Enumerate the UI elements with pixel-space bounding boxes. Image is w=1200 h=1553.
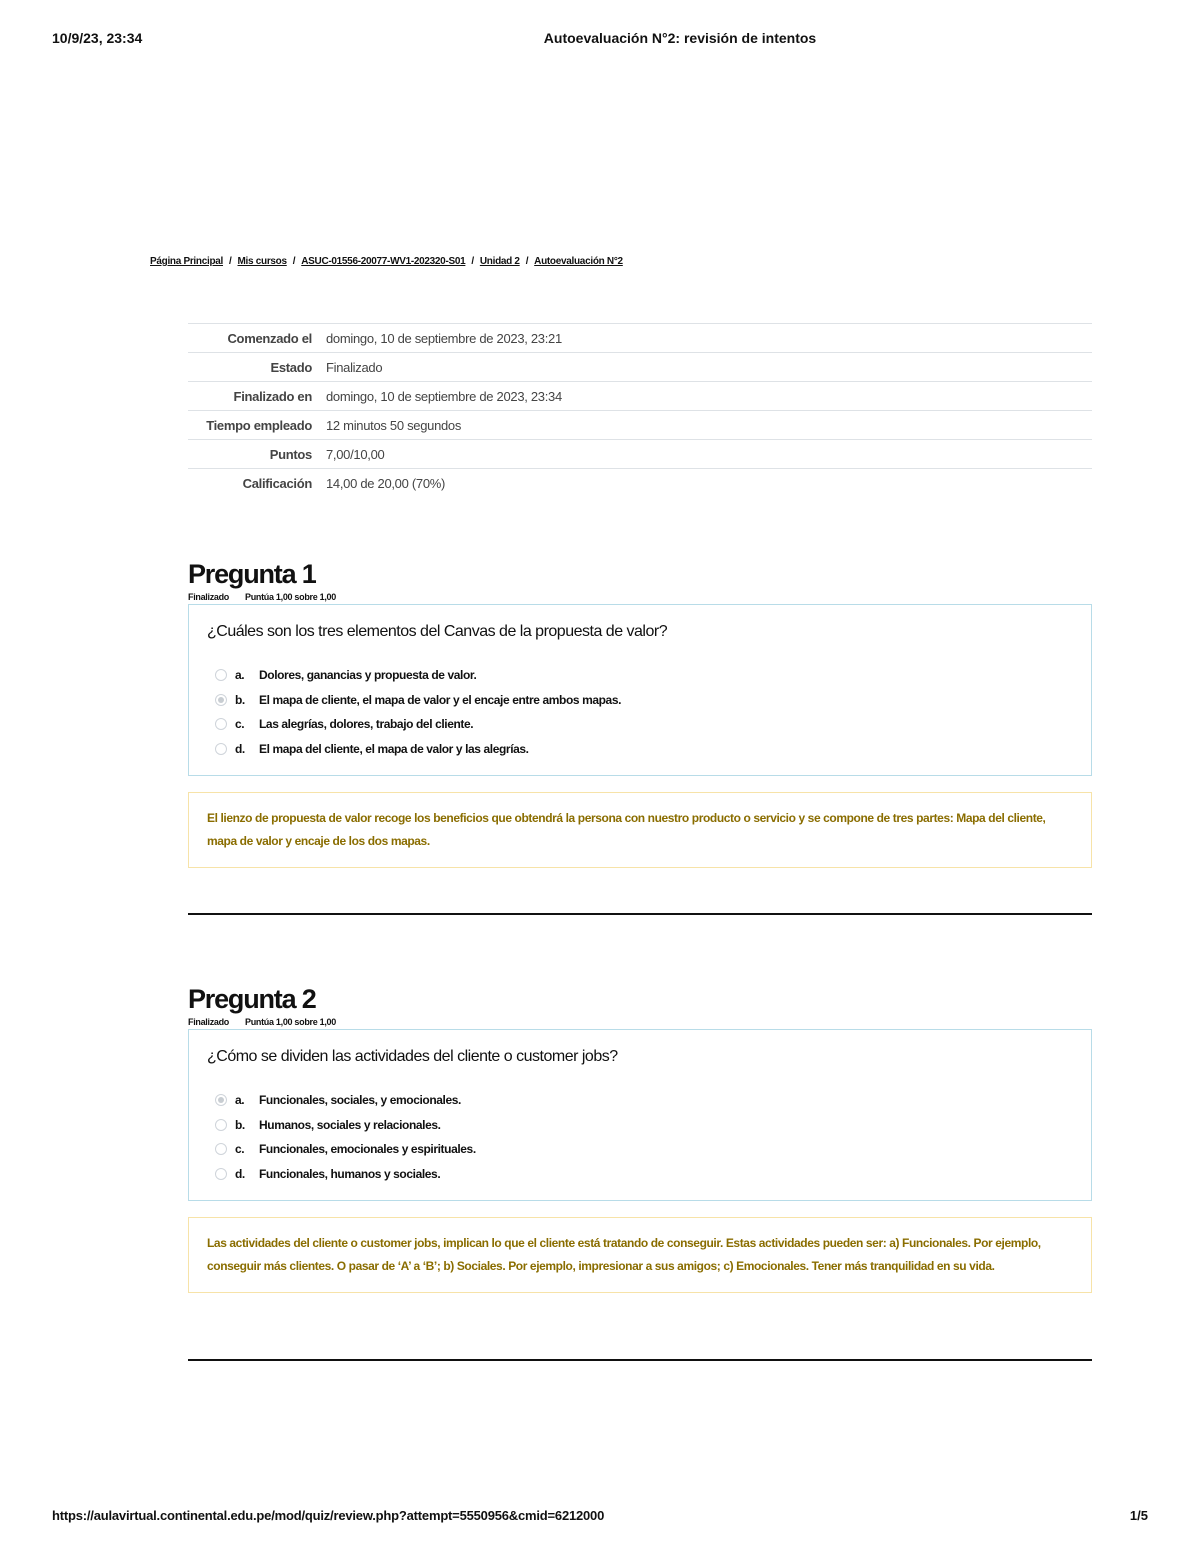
answer-letter: c. [235, 1142, 245, 1157]
question-2 [188, 983, 1092, 1293]
breadcrumb-unit-link[interactable]: Unidad 2 [479, 256, 520, 267]
summary-label: Estado [270, 360, 312, 375]
radio-button[interactable] [215, 718, 227, 730]
answer-letter: a. [235, 668, 245, 683]
summary-row-time [188, 411, 1092, 440]
question-content [188, 1029, 1092, 1201]
question-status: Finalizado [188, 592, 230, 602]
question-feedback: Las actividades del cliente o customer jobs, implican lo que el cliente está tratando de conseguir. Estas actividades pueden ser: a) Funcionales. Por ejemplo, conseguir más clientes. O pasar de ‘A’ a ‘B’; b) Sociales. Por ejemplo, impresionar a sus amigos; c) Emocionales. Tener más tranquilidad en su vida. [188, 1217, 1092, 1293]
radio-button[interactable] [215, 1143, 227, 1155]
print-title: Autoevaluación N°2: revisión de intentos [543, 30, 817, 46]
answer-option-a[interactable] [207, 1088, 1073, 1113]
answer-text: Humanos, sociales y relacionales. [259, 1117, 441, 1132]
radio-button[interactable] [215, 1168, 227, 1180]
answer-option-b[interactable] [207, 688, 1073, 713]
breadcrumb-courses-link[interactable]: Mis cursos [237, 256, 287, 267]
answer-letter: c. [235, 717, 245, 732]
question-text: ¿Cuáles son los tres elementos del Canvas de la propuesta de valor? [207, 623, 668, 640]
answer-option-c[interactable] [207, 1137, 1073, 1162]
summary-row-points [188, 440, 1092, 469]
summary-value: domingo, 10 de septiembre de 2023, 23:34 [326, 389, 562, 404]
summary-value: 14,00 de 20,00 (70%) [326, 476, 446, 491]
answer-letter: b. [235, 1117, 245, 1132]
question-score: Puntúa 1,00 sobre 1,00 [245, 592, 336, 602]
question-text: ¿Cómo se dividen las actividades del cliente o customer jobs? [207, 1048, 618, 1065]
answer-text: El mapa de cliente, el mapa de valor y el encaje entre ambos mapas. [259, 692, 622, 707]
question-info [188, 1017, 1092, 1027]
summary-value: 12 minutos 50 segundos [326, 418, 462, 433]
radio-button[interactable] [215, 1119, 227, 1131]
answer-option-c[interactable] [207, 712, 1073, 737]
answer-letter: d. [235, 1166, 245, 1181]
answer-text: Funcionales, sociales, y emocionales. [259, 1093, 461, 1108]
summary-label: Tiempo empleado [206, 418, 312, 433]
summary-label: Puntos [269, 447, 312, 462]
answer-option-d[interactable] [207, 737, 1073, 762]
answer-letter: b. [235, 692, 245, 707]
question-title: Pregunta 1 [188, 559, 316, 589]
summary-label: Finalizado en [233, 389, 312, 404]
summary-label: Comenzado el [227, 331, 312, 346]
summary-row-started [188, 324, 1092, 353]
summary-value: 7,00/10,00 [326, 447, 385, 462]
question-title: Pregunta 2 [188, 984, 316, 1014]
answer-text: El mapa del cliente, el mapa de valor y las alegrías. [259, 741, 529, 756]
summary-row-state [188, 353, 1092, 382]
answer-text: Funcionales, humanos y sociales. [259, 1166, 441, 1181]
attempt-summary-table [188, 323, 1092, 497]
radio-button[interactable] [215, 743, 227, 755]
page-number: 1/5 [1129, 1508, 1148, 1523]
radio-button[interactable] [215, 669, 227, 681]
answer-text: Dolores, ganancias y propuesta de valor. [259, 668, 477, 683]
question-content [188, 604, 1092, 776]
answer-letter: d. [235, 741, 245, 756]
answer-text: Las alegrías, dolores, trabajo del cliente. [259, 717, 474, 732]
summary-value: domingo, 10 de septiembre de 2023, 23:21 [326, 331, 562, 346]
summary-row-grade [188, 469, 1092, 498]
print-date: 10/9/23, 23:34 [52, 30, 143, 46]
radio-button[interactable] [215, 1094, 227, 1106]
answer-option-a[interactable] [207, 663, 1073, 688]
summary-value: Finalizado [326, 360, 383, 375]
answer-letter: a. [235, 1093, 245, 1108]
breadcrumb-course-link[interactable]: ASUC-01556-20077-WV1-202320-S01 [301, 256, 466, 267]
question-1 [188, 558, 1092, 868]
breadcrumb-home-link[interactable]: Página Principal [150, 256, 224, 267]
print-url: https://aulavirtual.continental.edu.pe/mod/quiz/review.php?attempt=5550956&cmid=6212000 [52, 1508, 605, 1523]
answer-text: Funcionales, emocionales y espirituales. [259, 1142, 476, 1157]
question-divider [188, 913, 1092, 915]
print-header [52, 30, 1148, 50]
answer-option-d[interactable] [207, 1162, 1073, 1187]
radio-button[interactable] [215, 694, 227, 706]
summary-label: Calificación [242, 476, 312, 491]
summary-row-finished [188, 382, 1092, 411]
question-status: Finalizado [188, 1017, 230, 1027]
breadcrumb-quiz-link[interactable]: Autoevaluación N°2 [534, 256, 623, 267]
question-divider [188, 1359, 1092, 1361]
question-score: Puntúa 1,00 sobre 1,00 [245, 1017, 336, 1027]
question-info [188, 592, 1092, 602]
breadcrumb: Página Principal / Mis cursos / ASUC-01556-20077-WV1-202320-S01 / Unidad 2 / Autoevaluación N°2 [150, 256, 623, 267]
question-feedback: El lienzo de propuesta de valor recoge los beneficios que obtendrá la persona con nuestro producto o servicio y se compone de tres partes: Mapa del cliente, mapa de valor y encaje de los dos mapas. [188, 792, 1092, 868]
answer-option-b[interactable] [207, 1113, 1073, 1138]
